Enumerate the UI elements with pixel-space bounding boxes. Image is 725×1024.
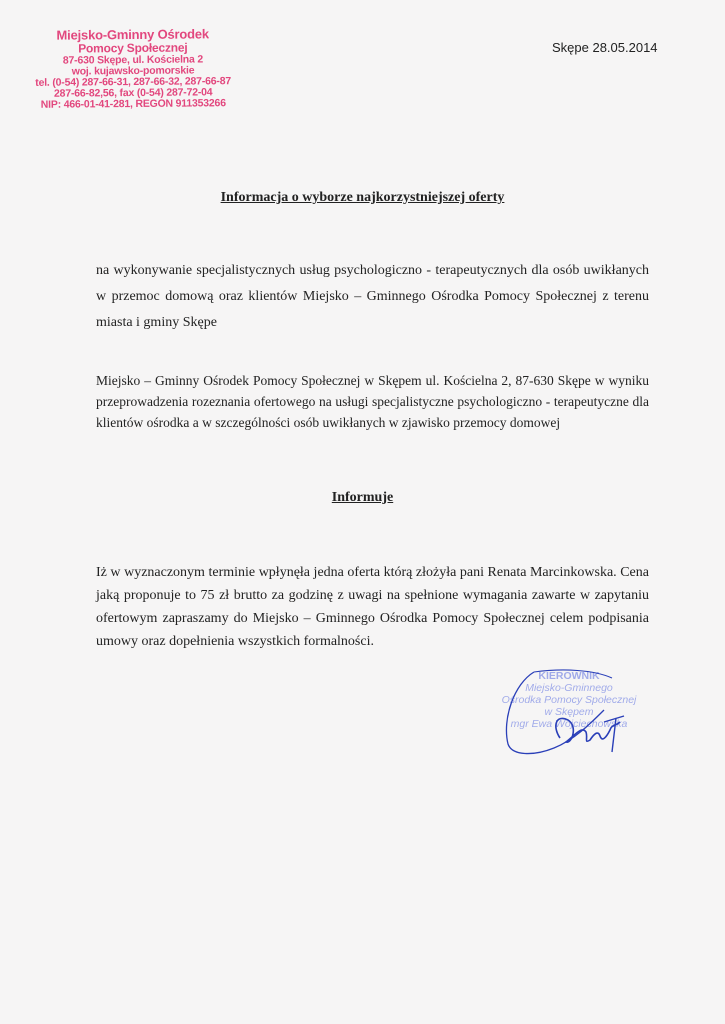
document-title: Informacja o wyborze najkorzystniejszej oferty: [220, 190, 505, 205]
stamp-line-fax: 287-66-82,56, fax (0-54) 287-72-04: [53, 86, 213, 100]
stamp-line-phone: tel. (0-54) 287-66-31, 287-66-32, 287-66-87: [35, 75, 232, 89]
director-stamp-line4: w Skępem: [544, 706, 594, 718]
informs-heading: Informuje: [331, 490, 394, 505]
director-stamp-line2: Miejsko-Gminnego: [525, 682, 613, 694]
signature-block: [494, 664, 644, 759]
stamp-line-region: woj. kujawsko-pomorskie: [71, 64, 195, 78]
director-stamp-title: KIEROWNIK: [538, 670, 600, 682]
stamp-line-name2: Pomocy Społecznej: [78, 40, 188, 56]
decision-paragraph: Iż w wyznaczonym terminie wpłynęła jedna oferta którą złożyła pani Renata Marcinkowska. Cena jaką proponuje to 75 zł brutto za godzinę z uwagi na spełnione wymagania zawarte w zapytaniu ofertowym zapraszamy do Miejsko – Gminnego Ośrodka Pomocy Społecznej celem podpisania umowy oraz dopełnienia wszystkich formalności.: [96, 565, 649, 649]
director-stamp-line5: mgr Ewa Wojciechowska: [510, 718, 628, 730]
subject-paragraph: na wykonywanie specjalistycznych usług psychologiczno - terapeutycznych dla osób uwikłanych w przemoc domową oraz klientów Miejsko – Gminnego Ośrodka Pomocy Społecznej z terenu miasta i gminy Skępe: [96, 263, 649, 330]
stamp-line-ids: NIP: 466-01-41-281, REGON 911353266: [40, 97, 226, 111]
stamp-line-name: Miejsko-Gminny Ośrodek: [56, 26, 209, 43]
institution-stamp: [28, 27, 239, 111]
document-date: Skępe 28.05.2014: [552, 40, 658, 55]
handwritten-signature: [494, 664, 644, 759]
intro-paragraph: Miejsko – Gminny Ośrodek Pomocy Społecznej w Skępem ul. Kościelna 2, 87-630 Skępe w wyniku przeprowadzenia rozeznania ofertowego na usługi specjalistyczne psychologiczno - terapeutyczne dla klientów ośrodka a w szczególności osób uwikłanych w zjawisko przemocy domowej: [96, 373, 649, 430]
stamp-line-address: 87-630 Skępe, ul. Kościelna 2: [62, 53, 204, 67]
director-stamp-line3: Ośrodka Pomocy Społecznej: [501, 694, 637, 706]
